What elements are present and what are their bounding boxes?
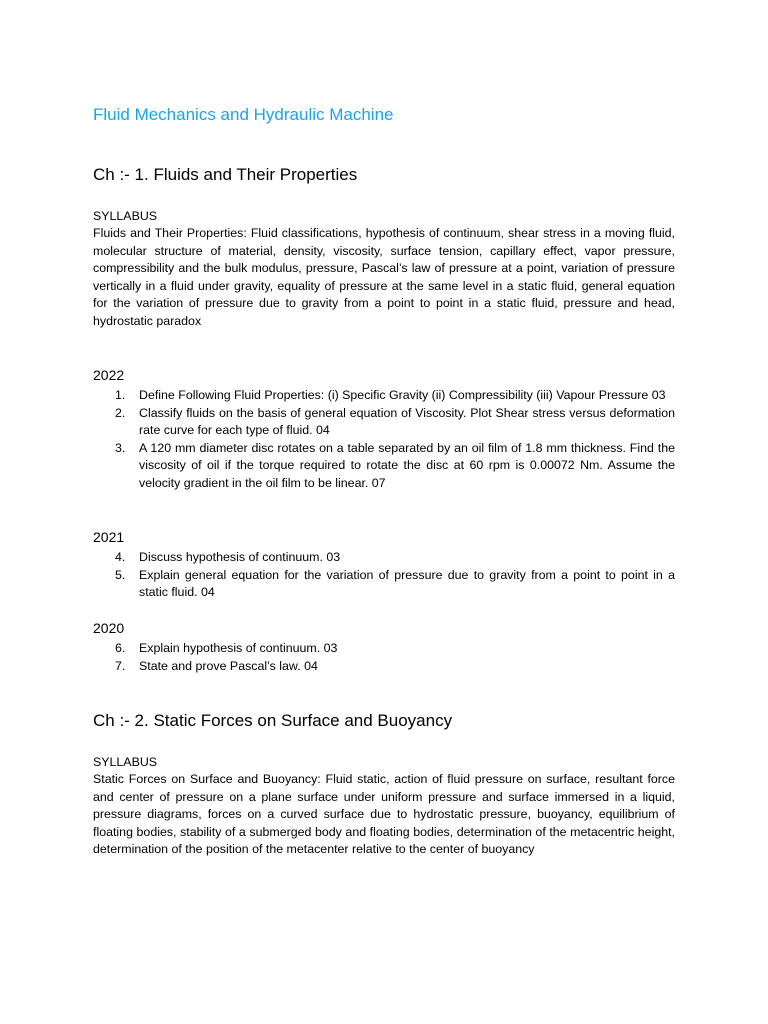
question-number: 7. — [115, 658, 126, 673]
year-heading-2021: 2021 — [93, 529, 125, 545]
document-title: Fluid Mechanics and Hydraulic Machine — [93, 105, 394, 124]
question-item — [93, 640, 675, 658]
chapter-1-syllabus-text: Fluids and Their Properties: Fluid classifications, hypothesis of continuum, shear stress in a moving fluid, molecular structure of material, density, viscosity, surface tension, capillary effect, vapor pressure, compressibility and the bulk modulus, pressure, Pascal’s law of pressure at a point, variation of pressure vertically in a fluid under gravity, equality of pressure at the same level in a static fluid, general equation for the variation of pressure due to gravity from a point to point in a static fluid, pressure and head, hydrostatic paradox — [93, 226, 675, 328]
question-list-2020 — [93, 640, 675, 675]
question-text: State and prove Pascal’s law. 04 — [139, 658, 318, 673]
question-number: 1. — [115, 388, 126, 402]
question-number: 6. — [115, 641, 126, 655]
question-number: 3. — [115, 440, 126, 455]
question-item — [93, 549, 675, 567]
question-item — [93, 567, 675, 602]
year-heading-2022: 2022 — [93, 367, 125, 383]
question-text: Explain general equation for the variation of pressure due to gravity from a point to point in a static fluid. 04 — [139, 567, 675, 599]
question-text: Classify fluids on the basis of general equation of Viscosity. Plot Shear stress versus deformation rate curve for each type of fluid. 04 — [139, 405, 675, 437]
question-list-2021 — [93, 549, 675, 602]
chapter-2-title: Ch :- 2. Static Forces on Surface and Buoyancy — [93, 711, 453, 730]
question-number: 4. — [115, 550, 126, 564]
chapter-2-syllabus-label: SYLLABUS — [93, 755, 158, 769]
question-number: 2. — [115, 405, 126, 420]
question-number: 5. — [115, 567, 126, 582]
chapter-1-title: Ch :- 1. Fluids and Their Properties — [93, 165, 358, 184]
year-heading-2020: 2020 — [93, 620, 125, 636]
question-item — [93, 440, 675, 493]
question-text: Discuss hypothesis of continuum. 03 — [139, 550, 341, 564]
question-text: A 120 mm diameter disc rotates on a table separated by an oil film of 1.8 mm thickness. Find the viscosity of oil if the torque required to rotate the disc at 60 rpm is 0.00072 Nm. Assume the velocity gradient in the oil film to be linear. 07 — [139, 440, 675, 490]
question-text: Define Following Fluid Properties: (i) Specific Gravity (ii) Compressibility (iii) Vapour Pressure 03 — [139, 388, 666, 402]
question-item — [93, 405, 675, 440]
question-item — [93, 387, 675, 405]
question-item — [93, 658, 675, 676]
chapter-1-syllabus-label: SYLLABUS — [93, 209, 158, 223]
chapter-2-syllabus-text: Static Forces on Surface and Buoyancy: Fluid static, action of fluid pressure on surface, resultant force and center of pressure on a plane surface under uniform pressure and surface immersed in a liquid, pressure diagrams, forces on a curved surface due to hydrostatic pressure, buoyancy, equilibrium of floating bodies, stability of a submerged body and floating bodies, determination of the metacentric height, determination of the position of the metacenter relative to the center of buoyancy — [93, 772, 675, 856]
question-text: Explain hypothesis of continuum. 03 — [139, 641, 338, 655]
question-list-2022 — [93, 387, 675, 492]
